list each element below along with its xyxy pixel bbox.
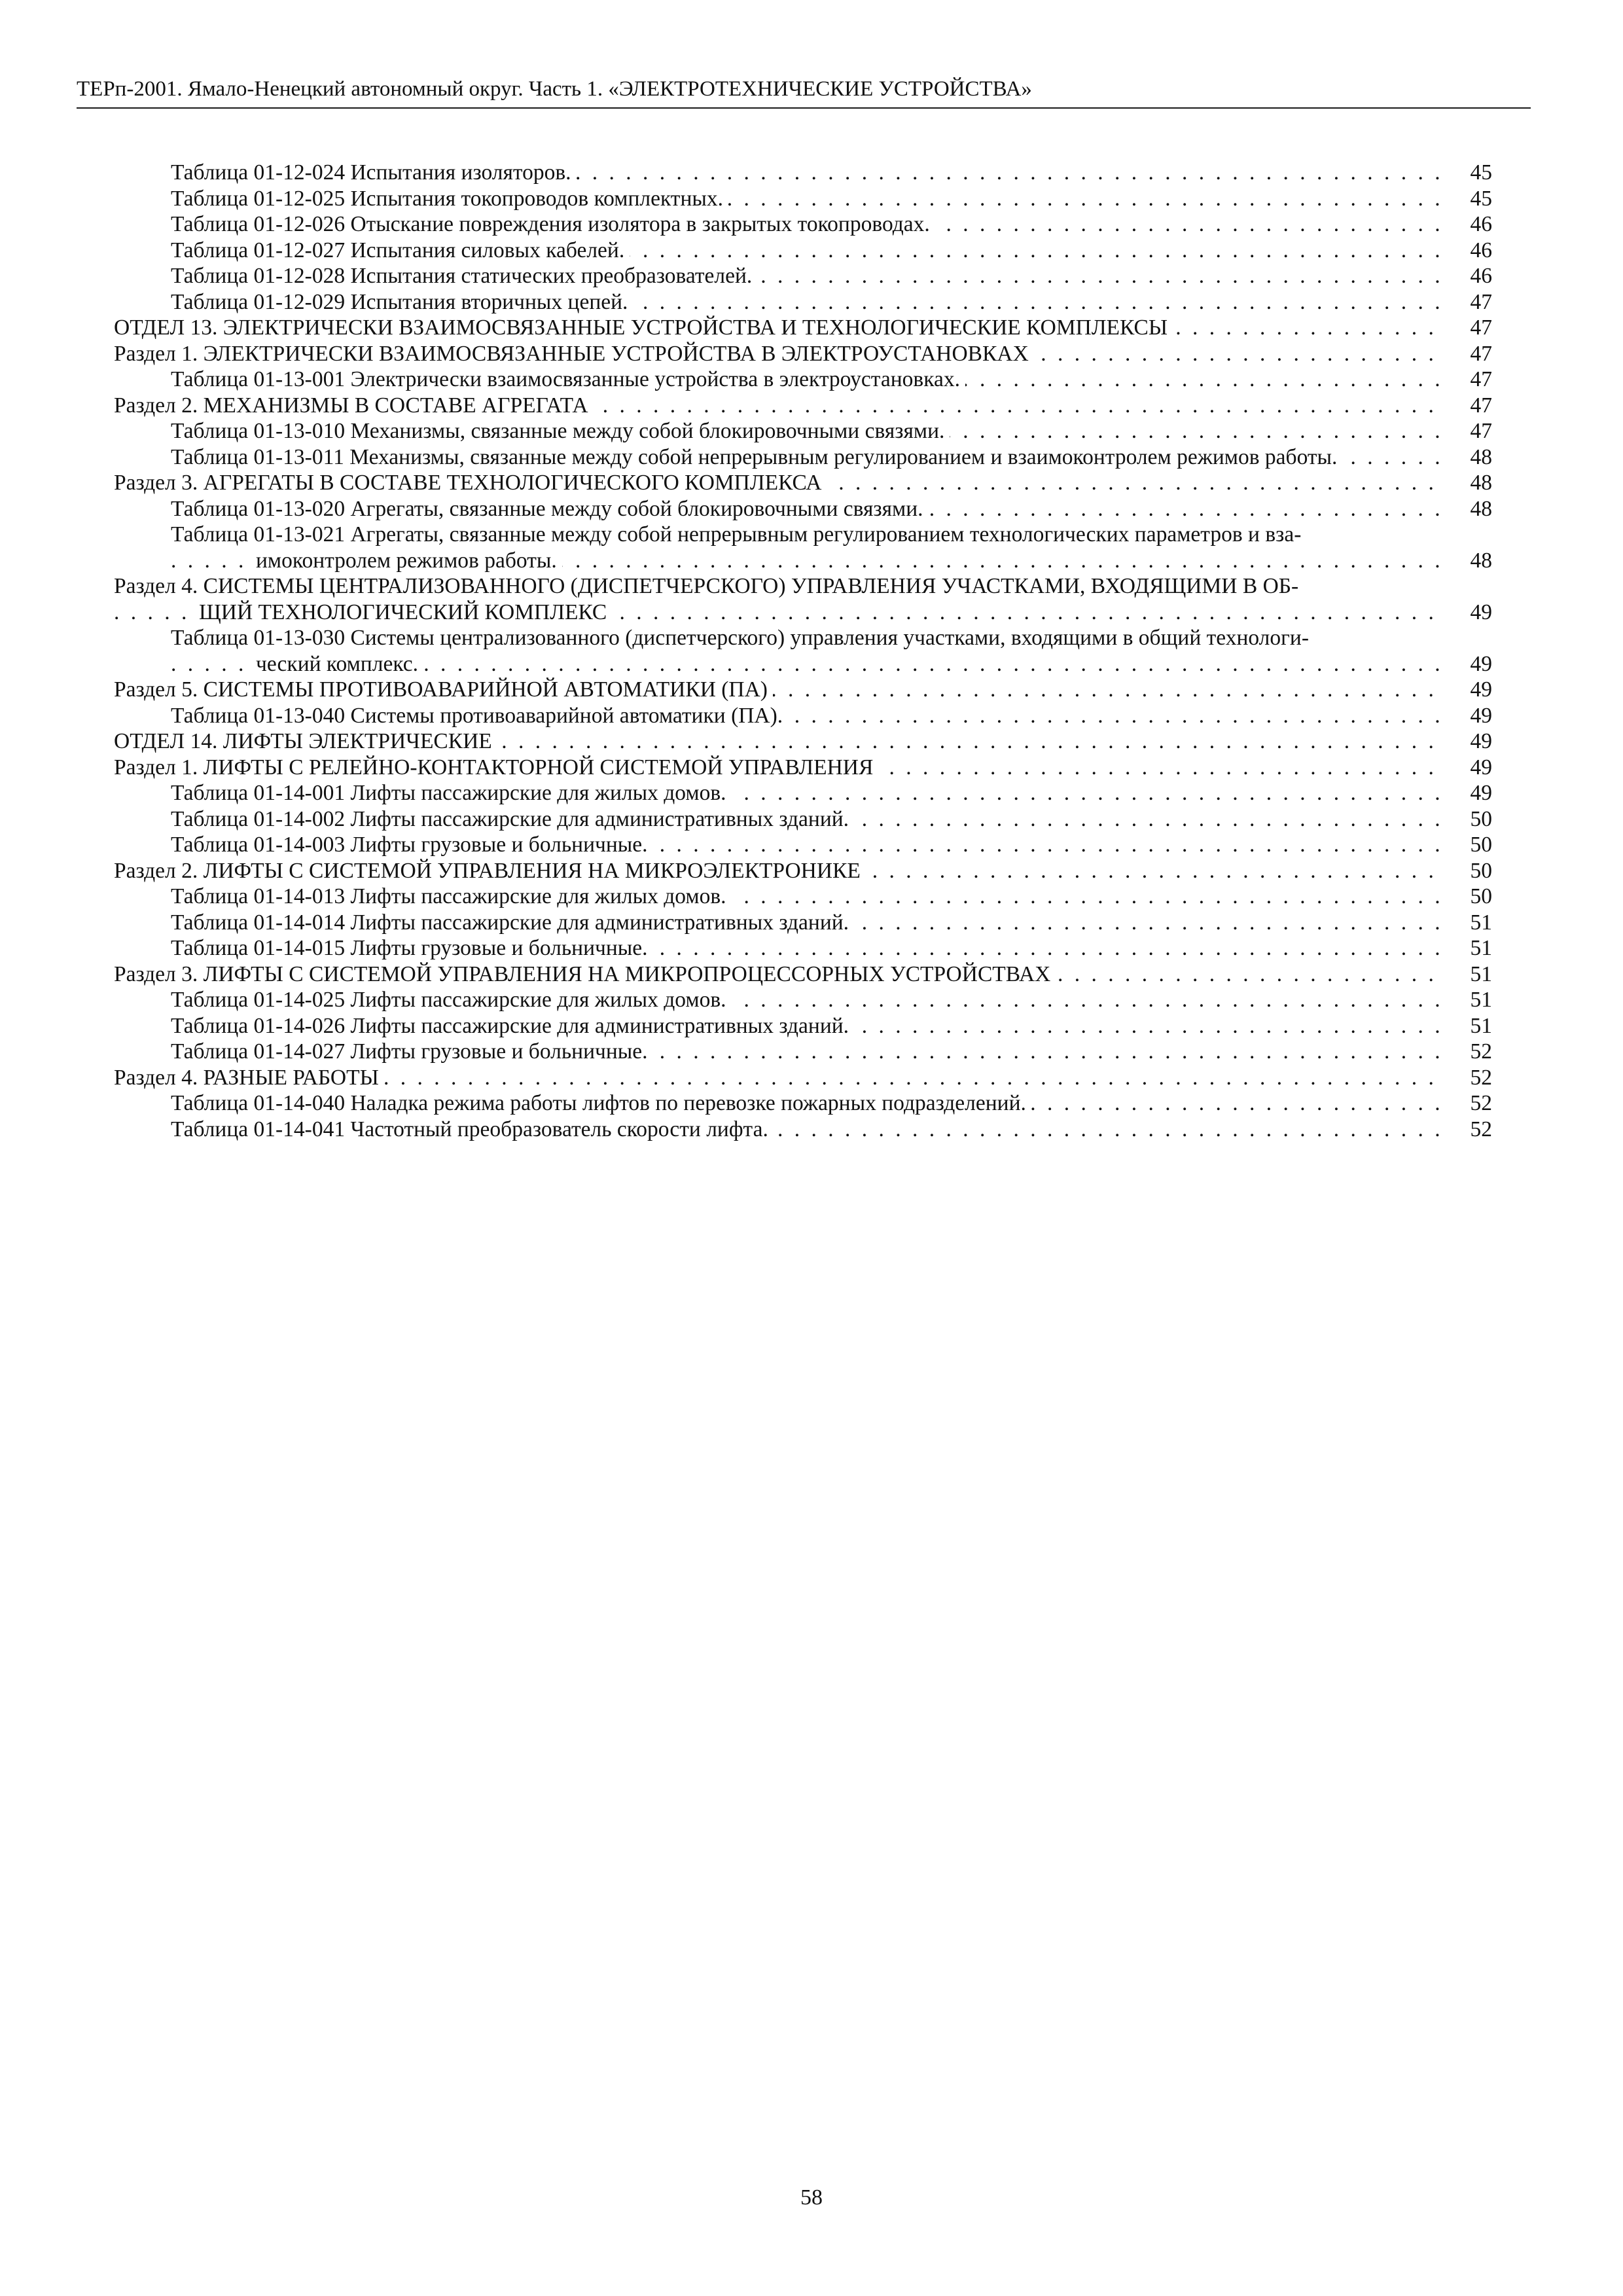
- toc-entry-title: [171, 910, 1442, 936]
- toc-leader-line: [171, 1013, 1442, 1039]
- toc-section-entry[interactable]: [114, 341, 1492, 367]
- toc-entry-text: Раздел 4. РАЗНЫЕ РАБОТЫ: [114, 1066, 384, 1090]
- toc-entry-text: Раздел 2. ЛИФТЫ С СИСТЕМОЙ УПРАВЛЕНИЯ НА МИКРОЭЛЕКТРОНИКЕ: [114, 859, 866, 883]
- toc-entry-title-line: Таблица 01-13-030 Системы централизованного (диспетчерского) управления участками, входящими в общий технологи-: [171, 626, 1309, 650]
- toc-entry-title: [171, 211, 1442, 238]
- toc-entry-text: Таблица 01-14-015 Лифты грузовые и больничные.: [171, 936, 653, 960]
- toc-entry-title: [114, 393, 1442, 419]
- running-header: [77, 71, 1531, 109]
- toc-entry-title: [171, 780, 1442, 806]
- toc-leader-line: [171, 703, 1442, 729]
- toc-entry-title: [114, 961, 1442, 988]
- toc-table-entry[interactable]: [114, 1090, 1492, 1117]
- toc-entry-text: Таблица 01-13-010 Механизмы, связанные между собой блокировочными связями.: [171, 419, 950, 443]
- toc-entry-title: [171, 496, 1442, 522]
- toc-leader-line: [171, 651, 1442, 677]
- toc-entry-text: Таблица 01-14-026 Лифты пассажирские для административных зданий.: [171, 1014, 854, 1038]
- page-number: 58: [800, 2185, 823, 2210]
- toc-entry-text: Таблица 01-14-014 Лифты пассажирские для административных зданий.: [171, 910, 854, 935]
- toc-leader-line: [171, 418, 1442, 444]
- toc-section-entry[interactable]: [114, 470, 1492, 496]
- toc-entry-title: [114, 728, 1442, 755]
- toc-entry-text: Таблица 01-14-027 Лифты грузовые и больничные.: [171, 1039, 653, 1064]
- toc-leader-line: [171, 806, 1442, 833]
- toc-entry-text: ОТДЕЛ 14. ЛИФТЫ ЭЛЕКТРИЧЕСКИЕ: [114, 729, 497, 753]
- toc-page-number: 49: [1446, 600, 1492, 626]
- toc-leader-line: [114, 1065, 1442, 1091]
- toc-section-entry[interactable]: [114, 755, 1492, 781]
- toc-page-number: 48: [1446, 496, 1492, 522]
- toc-entry-title: [171, 1039, 1442, 1065]
- toc-page-number: 45: [1446, 186, 1492, 212]
- toc-leader-line: [171, 935, 1442, 961]
- toc-leader-line: [171, 496, 1442, 522]
- toc-table-entry[interactable]: [114, 806, 1492, 833]
- toc-entry-title: [114, 470, 1442, 496]
- toc-page-number: 52: [1446, 1065, 1492, 1091]
- toc-leader-line: [171, 367, 1442, 393]
- toc-section-entry[interactable]: [114, 315, 1492, 341]
- toc-table-entry[interactable]: [114, 418, 1492, 444]
- toc-entry-text: Таблица 01-14-025 Лифты пассажирские для жилых домов.: [171, 988, 732, 1012]
- toc-table-entry[interactable]: [114, 238, 1492, 264]
- toc-entry-text: Таблица 01-14-013 Лифты пассажирские для жилых домов.: [171, 884, 732, 908]
- toc-entry-text: Таблица 01-12-024 Испытания изоляторов.: [171, 160, 577, 185]
- toc-entry-text: Таблица 01-13-001 Электрически взаимосвязанные устройства в электроустановках.: [171, 367, 965, 391]
- toc-table-entry[interactable]: [114, 935, 1492, 961]
- toc-leader-line: [171, 186, 1442, 212]
- toc-entry-title: [171, 367, 1442, 393]
- toc-page-number: 47: [1446, 341, 1492, 367]
- toc-entry-title: [171, 1013, 1442, 1039]
- toc-leader-line: [171, 160, 1442, 186]
- toc-entry-text: Таблица 01-14-002 Лифты пассажирские для административных зданий.: [171, 807, 854, 831]
- toc-entry-text: Раздел 3. АГРЕГАТЫ В СОСТАВЕ ТЕХНОЛОГИЧЕСКОГО КОМПЛЕКСА: [114, 471, 827, 495]
- toc-page-number: 47: [1446, 418, 1492, 444]
- toc-page-number: 50: [1446, 832, 1492, 858]
- toc-page-number: 49: [1446, 780, 1492, 806]
- toc-entry-title: [114, 341, 1442, 367]
- toc-entry-text: Раздел 1. ЛИФТЫ С РЕЛЕЙНО-КОНТАКТОРНОЙ СИСТЕМОЙ УПРАВЛЕНИЯ: [114, 755, 878, 780]
- toc-leader-line: [171, 444, 1442, 471]
- table-of-contents: [114, 160, 1492, 1142]
- toc-entry-text: Раздел 5. СИСТЕМЫ ПРОТИВОАВАРИЙНОЙ АВТОМАТИКИ (ПА): [114, 677, 773, 702]
- toc-table-entry[interactable]: [114, 1117, 1492, 1143]
- toc-entry-text: Таблица 01-13-020 Агрегаты, связанные между собой блокировочными связями.: [171, 497, 929, 521]
- toc-entry-title: [171, 186, 1442, 212]
- toc-page-number: 50: [1446, 858, 1492, 884]
- toc-table-entry[interactable]: [114, 160, 1492, 186]
- toc-page-number: 49: [1446, 755, 1492, 781]
- toc-leader-line: [114, 677, 1442, 703]
- toc-page-number: 51: [1446, 935, 1492, 961]
- toc-page-number: 52: [1446, 1117, 1492, 1143]
- toc-table-entry[interactable]: [114, 987, 1492, 1013]
- toc-leader-line: [114, 858, 1442, 884]
- toc-section-entry[interactable]: [114, 961, 1492, 988]
- toc-entry-text: Таблица 01-13-011 Механизмы, связанные между собой непрерывным регулированием и взаимоконтролем режимов работы.: [171, 445, 1342, 469]
- toc-page-number: 51: [1446, 961, 1492, 988]
- toc-entry-title: [171, 289, 1442, 315]
- toc-leader-line: [171, 289, 1442, 315]
- toc-table-entry[interactable]: [114, 522, 1492, 573]
- toc-section-entry[interactable]: [114, 677, 1492, 703]
- toc-table-entry[interactable]: [114, 910, 1492, 936]
- toc-entry-title: [171, 884, 1442, 910]
- toc-entry-title: [171, 160, 1442, 186]
- toc-entry-text: Раздел 3. ЛИФТЫ С СИСТЕМОЙ УПРАВЛЕНИЯ НА МИКРОПРОЦЕССОРНЫХ УСТРОЙСТВАХ: [114, 962, 1056, 986]
- toc-page-number: 47: [1446, 367, 1492, 393]
- toc-leader-line: [171, 1117, 1442, 1143]
- toc-table-entry[interactable]: [114, 186, 1492, 212]
- toc-entry-title: [114, 1065, 1442, 1091]
- toc-page-number: 46: [1446, 211, 1492, 238]
- toc-entry-title: [171, 806, 1442, 833]
- toc-page-number: 48: [1446, 548, 1492, 574]
- toc-entry-title: [114, 755, 1442, 781]
- toc-entry-title: [171, 625, 1442, 677]
- toc-entry-text: Таблица 01-13-040 Системы противоаварийной автоматики (ПА).: [171, 704, 788, 728]
- toc-table-entry[interactable]: [114, 211, 1492, 238]
- toc-entry-text: имоконтролем режимов работы.: [256, 548, 562, 573]
- toc-table-entry[interactable]: [114, 1013, 1492, 1039]
- toc-leader-line: [114, 341, 1442, 367]
- toc-page-number: 49: [1446, 728, 1492, 755]
- toc-page-number: 47: [1446, 393, 1492, 419]
- toc-section-entry[interactable]: [114, 858, 1492, 884]
- toc-entry-text: Раздел 1. ЭЛЕКТРИЧЕСКИ ВЗАИМОСВЯЗАННЫЕ УСТРОЙСТВА В ЭЛЕКТРОУСТАНОВКАХ: [114, 342, 1034, 366]
- toc-entry-title: [114, 677, 1442, 703]
- toc-entry-title: [171, 987, 1442, 1013]
- toc-leader-line: [171, 780, 1442, 806]
- toc-entry-title: [171, 522, 1442, 573]
- toc-entry-text: Таблица 01-12-029 Испытания вторичных цепей.: [171, 290, 633, 314]
- toc-leader-line: [114, 393, 1442, 419]
- toc-page-number: 46: [1446, 263, 1492, 289]
- toc-entry-title: [114, 315, 1442, 341]
- toc-leader-line: [171, 263, 1442, 289]
- toc-page-number: 45: [1446, 160, 1492, 186]
- toc-entry-title: [171, 935, 1442, 961]
- toc-page-number: 47: [1446, 289, 1492, 315]
- toc-entry-text: Таблица 01-12-028 Испытания статических преобразователей.: [171, 264, 757, 288]
- toc-page-number: 52: [1446, 1090, 1492, 1117]
- toc-leader-line: [171, 987, 1442, 1013]
- toc-page-number: 51: [1446, 910, 1492, 936]
- toc-leader-line: [171, 910, 1442, 936]
- toc-entry-text: Таблица 01-14-003 Лифты грузовые и больничные.: [171, 833, 653, 857]
- toc-table-entry[interactable]: [114, 703, 1492, 729]
- toc-leader-line: [114, 728, 1442, 755]
- toc-page-number: 47: [1446, 315, 1492, 341]
- toc-leader-line: [171, 1039, 1442, 1065]
- toc-entry-text: ЩИЙ ТЕХНОЛОГИЧЕСКИЙ КОМПЛЕКС: [199, 600, 612, 624]
- toc-entry-title: [114, 858, 1442, 884]
- toc-leader-line: [171, 238, 1442, 264]
- toc-entry-title: [171, 263, 1442, 289]
- toc-page-number: 52: [1446, 1039, 1492, 1065]
- toc-section-entry[interactable]: [114, 573, 1492, 625]
- toc-leader-line: [171, 548, 1442, 574]
- toc-table-entry[interactable]: [114, 780, 1492, 806]
- toc-entry-title: [171, 703, 1442, 729]
- toc-table-entry[interactable]: [114, 444, 1492, 471]
- toc-entry-title-line: Раздел 4. СИСТЕМЫ ЦЕНТРАЛИЗОВАННОГО (ДИСПЕТЧЕРСКОГО) УПРАВЛЕНИЯ УЧАСТКАМИ, ВХОДЯЩИМИ В ОБ-: [114, 574, 1299, 598]
- toc-entry-text: Таблица 01-14-040 Наладка режима работы лифтов по перевозке пожарных подразделений.: [171, 1091, 1031, 1115]
- toc-table-entry[interactable]: [114, 1039, 1492, 1065]
- toc-page-number: 46: [1446, 238, 1492, 264]
- running-header-text: ТЕРп-2001. Ямало-Ненецкий автономный округ. Часть 1. «ЭЛЕКТРОТЕХНИЧЕСКИЕ УСТРОЙСТВА»: [77, 77, 1032, 101]
- toc-leader-line: [171, 884, 1442, 910]
- toc-page-number: 49: [1446, 703, 1492, 729]
- toc-entry-text: Раздел 2. МЕХАНИЗМЫ В СОСТАВЕ АГРЕГАТА: [114, 393, 594, 418]
- toc-entry-text: ческий комплекс.: [256, 652, 423, 676]
- toc-entry-text: Таблица 01-12-026 Отыскание повреждения изолятора в закрытых токопроводах.: [171, 212, 935, 236]
- toc-entry-title: [171, 1090, 1442, 1117]
- toc-table-entry[interactable]: [114, 263, 1492, 289]
- toc-entry-title: [171, 832, 1442, 858]
- toc-entry-title: [171, 1117, 1442, 1143]
- toc-table-entry[interactable]: [114, 496, 1492, 522]
- toc-page-number: 51: [1446, 1013, 1492, 1039]
- toc-leader-line: [114, 315, 1442, 341]
- toc-page-number: 51: [1446, 987, 1492, 1013]
- toc-page-number: 50: [1446, 884, 1492, 910]
- toc-entry-title: [171, 444, 1442, 471]
- toc-page-number: 50: [1446, 806, 1492, 833]
- toc-page-number: 49: [1446, 651, 1492, 677]
- toc-table-entry[interactable]: [114, 884, 1492, 910]
- toc-page-number: 48: [1446, 444, 1492, 471]
- toc-leader-line: [171, 211, 1442, 238]
- toc-entry-text: Таблица 01-14-001 Лифты пассажирские для жилых домов.: [171, 781, 732, 805]
- toc-leader-line: [114, 961, 1442, 988]
- toc-section-entry[interactable]: [114, 728, 1492, 755]
- toc-page-number: 49: [1446, 677, 1492, 703]
- toc-entry-text: Таблица 01-14-041 Частотный преобразователь скорости лифта.: [171, 1117, 774, 1141]
- toc-entry-title: [114, 573, 1442, 625]
- toc-table-entry[interactable]: [114, 289, 1492, 315]
- toc-section-entry[interactable]: [114, 393, 1492, 419]
- toc-leader-line: [114, 470, 1442, 496]
- toc-leader-line: [171, 1090, 1442, 1117]
- toc-leader-line: [114, 755, 1442, 781]
- toc-entry-text: Таблица 01-12-025 Испытания токопроводов комплектных.: [171, 187, 728, 211]
- toc-section-entry[interactable]: [114, 1065, 1492, 1091]
- toc-entry-title: [171, 418, 1442, 444]
- toc-table-entry[interactable]: [114, 367, 1492, 393]
- toc-table-entry[interactable]: [114, 625, 1492, 677]
- toc-entry-text: ОТДЕЛ 13. ЭЛЕКТРИЧЕСКИ ВЗАИМОСВЯЗАННЫЕ УСТРОЙСТВА И ТЕХНОЛОГИЧЕСКИЕ КОМПЛЕКСЫ: [114, 315, 1173, 340]
- toc-entry-title: [171, 238, 1442, 264]
- toc-page-number: 48: [1446, 470, 1492, 496]
- toc-leader-line: [171, 832, 1442, 858]
- toc-leader-line: [114, 600, 1442, 626]
- toc-entry-text: Таблица 01-12-027 Испытания силовых кабелей.: [171, 238, 630, 262]
- toc-table-entry[interactable]: [114, 832, 1492, 858]
- toc-entry-title-line: Таблица 01-13-021 Агрегаты, связанные между собой непрерывным регулированием технологических параметров и вза-: [171, 522, 1302, 547]
